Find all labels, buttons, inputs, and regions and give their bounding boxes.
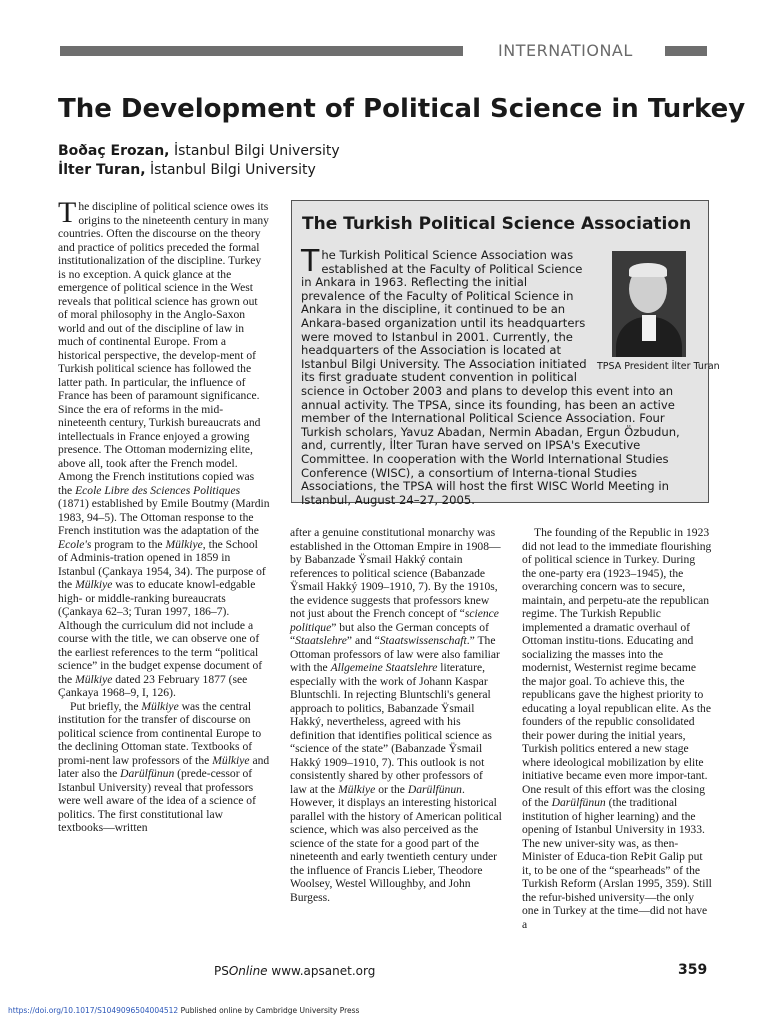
paragraph: Put briefly, the Mülkiye was the central institution for the transfer of discourse on political science from continental Europe to the declining Ottoman state. Textbooks of promi-nent law professors of the Mülkiye and later also the Darülfünun (prede-cessor of Istanbul University) reveal that professors were well aware of the idea of a science of politics. The first constitutional law textbooks—written [58, 699, 270, 834]
author-line [58, 142, 340, 160]
author-line [58, 161, 316, 179]
footer-journal: PSOnline www.apsanet.org [214, 964, 376, 978]
portrait-photo [612, 251, 686, 357]
article-title: The Development of Political Science in Turkey [58, 94, 746, 124]
author-name: Boðaç Erozan, [58, 143, 170, 159]
page-number: 359 [678, 962, 708, 978]
paragraph: The founding of the Republic in 1923 did not lead to the immediate flourishing of political science in Turkey. During the one-party era (1923–1945), the overarching concern was to secure, maintain, and perpetu-ate the republican regime. The Turkish Republic implemented a dramatic overhaul of Ottoman institu-tions. Educating and socializing the masses into the modernist, Westernist regime became the major goal. To achieve this, the republicans gave the highest priority to educating a loyal republican elite. As the founders of the republic consolidated their power during the initial years, Turkish politics entered a new stage where ideological mobilization by elite initiative became even more impor-tant. One result of this effort was the closing of the Darülfünun (the traditional institution of higher learning) and the opening of Istanbul University in 1933. The new univer-sity was, as then-Minister of Educa-tion ReÞit Galip put it, to be one of the “spearheads” of the Turkish Reform (Arslan 1995, 359). Still the refur-bished university—the only one in Turkey at the time—did not have a [522, 526, 712, 931]
drop-cap: T [301, 244, 320, 279]
author-affiliation: İstanbul Bilgi University [169, 143, 340, 159]
author-name: İlter Turan, [58, 162, 146, 178]
header-rule-right [665, 46, 707, 56]
publisher-note: Published online by Cambridge University Press [178, 1006, 360, 1015]
sidebar-text: he Turkish Political Science Association was established at the Faculty of Political Science in Ankara in 1963. Reflecting the initial prevalence of the Faculty of Political Science in Ankara in the discipline, it continued to be an Ankara-based organization until its headquarters were moved to Istanbul in 2001. Currently, the headquarters of the Association is located at Istanbul Bilgi University. The Association initiated its first graduate student convention in political science in October 2003 and plans to develop this event into an annual activity. The TPSA, since its founding, has been an active member of the International Political Science Association. Four Turkish scholars, Yavuz Abadan, Nermin Abadan, Ergun Özbudun, and, currently, İlter Turan have served on IPSA's Executive Committee. In cooperation with the World International Studies Conference (WISC), a consortium of Interna-tional Studies Associations, the TPSA will host the first WISC World Meeting in Istanbul, August 24–27, 2005. [301, 248, 680, 507]
section-label: INTERNATIONAL [498, 41, 633, 60]
author-affiliation: İstanbul Bilgi University [145, 162, 316, 178]
sidebar-box [291, 200, 720, 507]
header-rule-left [60, 46, 463, 56]
photo-caption: TPSA President İlter Turan [597, 361, 720, 372]
text-column-3 [522, 526, 712, 931]
text-column-2 [290, 526, 502, 904]
sidebar-title: The Turkish Political Science Association [302, 214, 692, 234]
doi-link[interactable]: https://doi.org/10.1017/S1049096504004512 [8, 1006, 179, 1015]
doi-line [8, 1006, 359, 1016]
sidebar-body [301, 244, 720, 507]
text-column-1 [58, 196, 270, 835]
paragraph: after a genuine constitutional monarchy was established in the Ottoman Empire in 1908—by Babanzade Ÿsmail Hakký contain references to political science (Babanzade Ÿsmail Hakký 1909–1910, 7). By the 1910s, the evidence suggests that professors knew not just about the French concept of “science politique” but also the German concepts of “Staatslehre” and “Staatswissenschaft.” The Ottoman professors of law were also familiar with the Allgemeine Staatslehre literature, especially with the work of Johann Kaspar Bluntschli. In rejecting Bluntschli's general approach to politics, Babanzade Ÿsmail Hakký, nevertheless, agreed with his definition that identifies political science as “science of the state” (Babanzade Ÿsmail Hakký 1909–1910, 7). This outlook is not consistently shared by other professors of law at the Mülkiye or the Darülfünun. However, it displays an interesting historical parallel with the history of American political science, which was also perceived as the science of the state for a good part of the nineteenth and early twentieth century under the influence of Francis Lieber, Theodore Woolsey, Westel Willoughby, and John Burgess. [290, 526, 502, 904]
drop-cap: T [58, 196, 77, 229]
paragraph: The discipline of political science owes its origins to the nineteenth century in many countries. Often the discourse on the theory and practice of politics preceded the formal institutionalization of the discipline. Turkey is no exception. A quick glance at the emergence of political science in the West reveals that political science has grown out of moral philosophy in the Anglo-Saxon world and out of the discipline of law in much of continental Europe. From a historical perspective, the develop-ment of Turkish political science has followed the latter path. In particular, the influence of France has been of paramount significance. Since the era of reforms in the mid-nineteenth century, Turkish bureaucrats and intellectuals in France enjoyed a growing presence. The Ottoman modernizing elite, above all, took after the French model. Among the French institutions copied was the Ecole Libre des Sciences Politiques (1871) established by Emile Boutmy (Mardin 1983, 94–5). The Ottoman response to the French institution was the adaptation of the Ecole's program to the Mülkiye, the School of Adminis-tration opened in 1859 in Istanbul (Çankaya 1954, 34). The purpose of the Mülkiye was to educate knowl-edgable high- or middle-ranking bureaucrats (Çankaya 62–3; Turan 1997, 186–7). Although the curriculum did not include a course with the title, we can observe one of the earliest references to the term “political science” in the budget expense document of the Mülkiye dated 23 February 1877 (see Çankaya 1968–9, I, 126). [58, 196, 270, 699]
photo-figure [597, 251, 720, 373]
